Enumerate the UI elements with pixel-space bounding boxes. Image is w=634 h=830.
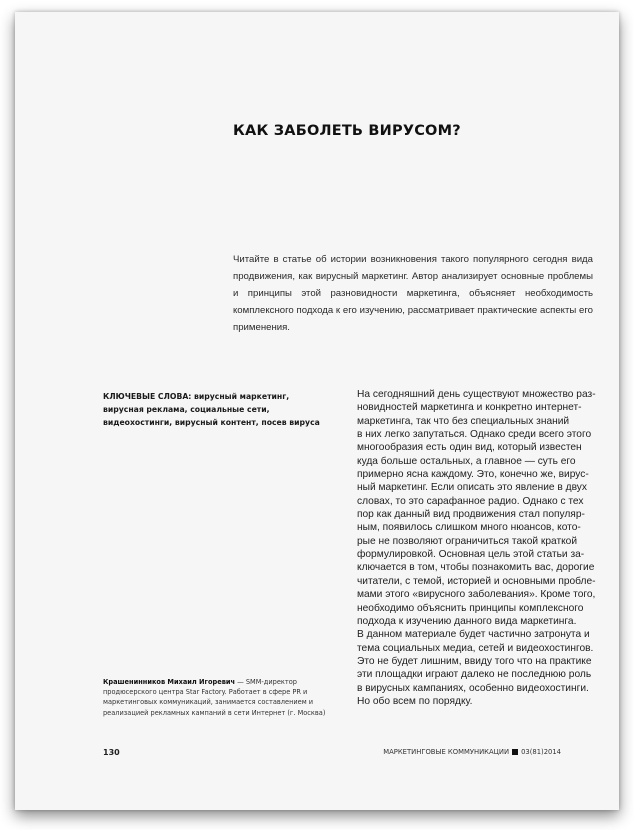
body-line: многообразия есть один вид, который известен xyxy=(357,442,582,454)
author-bio: — SMM-директор продюсерского центра Star Factory. Работает в сфере PR и маркетинговых коммуникаций, занимается составлением и реализацией рекламных кампаний в сети Интернет (г. Москва) xyxy=(103,678,326,717)
square-icon xyxy=(512,749,518,755)
body-line: Это не будет лишним, ввиду того что на практике xyxy=(357,655,592,667)
journal-footer xyxy=(383,748,561,756)
journal-name: МАРКЕТИНГОВЫЕ КОММУНИКАЦИИ xyxy=(383,748,510,756)
author-info xyxy=(103,677,338,718)
article-title: КАК ЗАБОЛЕТЬ ВИРУСОМ? xyxy=(233,123,461,139)
page-number: 130 xyxy=(103,748,120,757)
issue-number: 03(81)2014 xyxy=(521,748,561,756)
body-line: примерно ясна каждому. Это, конечно же, вирус- xyxy=(357,469,589,481)
body-line: в них легко запутаться. Однако среди всего этого xyxy=(357,429,592,441)
body-line: В данном материале будет частично затронута и xyxy=(357,629,590,641)
body-line: эти площадки играют далеко не последнюю роль xyxy=(357,669,592,681)
body-line: На сегодняшний день существуют множество раз- xyxy=(357,389,596,400)
keywords-block: КЛЮЧЕВЫЕ СЛОВА: вирусный маркетинг, вирусная реклама, социальные сети, видеохостинги, вирусный контент, посев вируса xyxy=(103,392,320,427)
body-line: пор как данный вид продвижения стал популяр- xyxy=(357,509,585,521)
body-line: в вирусных кампаниях, особенно видеохостинги. xyxy=(357,682,589,694)
body-line: Но обо всем по порядку. xyxy=(357,695,473,707)
document-page xyxy=(15,12,619,810)
body-line: мами этого «вирусного заболевания». Кроме того, xyxy=(357,589,596,601)
body-line: читатели, с темой, историей и основными пробле- xyxy=(357,575,596,587)
body-line: тема социальных медиа, сетей и видеохостингов. xyxy=(357,642,594,654)
author-name: Крашенинников Михаил Игоревич xyxy=(103,678,236,686)
article-abstract: Читайте в статье об истории возникновения такого популярного сегодня вида продвижения, как вирусный маркетинг. Автор анализирует основные проблемы и принципы этой разновидности маркетинга, объясняет необходимость комплексного подхода к его изучению, рассматривает практические аспекты его применения. xyxy=(233,254,593,333)
body-line: куда больше остальных, а главное — суть его xyxy=(357,455,576,467)
article-body xyxy=(357,388,597,708)
body-line: ный маркетинг. Если описать это явление в двух xyxy=(357,482,587,494)
body-line: необходимо объяснить принципы комплексного xyxy=(357,602,584,614)
body-line: ключается в том, чтобы познакомить вас, дорогие xyxy=(357,562,595,574)
body-line: рые не позволяют ограничиться такой краткой xyxy=(357,535,578,547)
body-line: ным, появилось слишком много нюансов, кото- xyxy=(357,522,581,534)
body-line: подхода к изучению данного вида маркетинга. xyxy=(357,615,577,627)
body-line: новидностей маркетинга и конкретно интернет- xyxy=(357,402,582,414)
body-line: словах, то это сарафанное радио. Однако с тех xyxy=(357,495,584,507)
body-line: маркетинга, так что без специальных знаний xyxy=(357,415,570,427)
body-line: формулировкой. Основная цель этой статьи за- xyxy=(357,549,585,561)
